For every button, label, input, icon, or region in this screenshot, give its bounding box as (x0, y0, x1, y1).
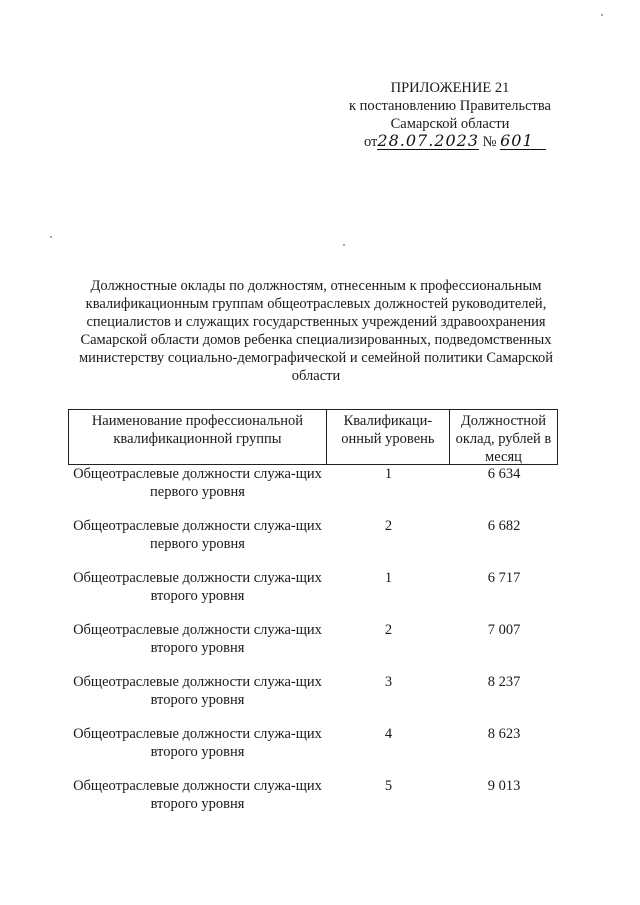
scan-speck (601, 14, 603, 16)
handwritten-date: 28.07.2023 (377, 131, 480, 150)
appendix-title: ПРИЛОЖЕНИЕ 21 (390, 80, 510, 96)
document-title: Должностные оклады по должностям, отнесенным к профессиональным квалификационным группам общеотраслевых должностей руководителей, специалистов и служащих государственных учреждений здравоохранения Самарской области домов ребенка специализированных, подведомственных министерству социально-демографической и семейной политики Самарской области (78, 278, 554, 384)
salary-cell: 6 682 (487, 518, 521, 534)
handwritten-number: 601 (500, 133, 546, 150)
salary-cell: 7 007 (487, 622, 521, 638)
appendix-line-1: к постановлению Правительства (349, 98, 551, 114)
level-cell: 1 (384, 570, 393, 586)
table-row (68, 465, 558, 517)
table-row (68, 621, 558, 673)
scan-speck (343, 244, 345, 246)
number-prefix: № (482, 134, 497, 150)
level-cell: 1 (384, 466, 393, 482)
group-cell: Общеотраслевые должности служа-щих второго уровня (73, 674, 322, 708)
level-cell: 2 (384, 518, 393, 534)
salary-cell: 8 623 (487, 726, 521, 742)
table-row (68, 569, 558, 621)
level-cell: 2 (384, 622, 393, 638)
table-header (68, 409, 558, 465)
group-cell: Общеотраслевые должности служа-щих второго уровня (73, 622, 322, 656)
group-cell: Общеотраслевые должности служа-щих второго уровня (73, 570, 322, 604)
header-salary: Должностной оклад, рублей в месяц (449, 410, 557, 464)
date-prefix: от (364, 134, 378, 150)
table-row (68, 725, 558, 777)
salary-cell: 9 013 (487, 778, 521, 794)
salary-cell: 6 717 (487, 570, 521, 586)
group-cell: Общеотраслевые должности служа-щих первого уровня (73, 466, 322, 500)
group-cell: Общеотраслевые должности служа-щих второго уровня (73, 726, 322, 760)
level-cell: 3 (384, 674, 393, 690)
salary-cell: 8 237 (487, 674, 521, 690)
header-level: Квалификаци-онный уровень (326, 410, 449, 464)
table-row (68, 517, 558, 569)
salary-cell: 6 634 (487, 466, 521, 482)
appendix-reference (364, 133, 570, 151)
level-cell: 4 (384, 726, 393, 742)
table-row (68, 673, 558, 725)
appendix-line-2: Самарской области (390, 116, 510, 132)
group-cell: Общеотраслевые должности служа-щих второго уровня (73, 778, 322, 812)
group-cell: Общеотраслевые должности служа-щих первого уровня (73, 518, 322, 552)
header-group: Наименование профессиональной квалификационной группы (91, 413, 304, 447)
scan-speck (50, 236, 52, 238)
table-row (68, 777, 558, 829)
appendix-header (330, 79, 570, 151)
salary-table (68, 409, 558, 829)
level-cell: 5 (384, 778, 393, 794)
